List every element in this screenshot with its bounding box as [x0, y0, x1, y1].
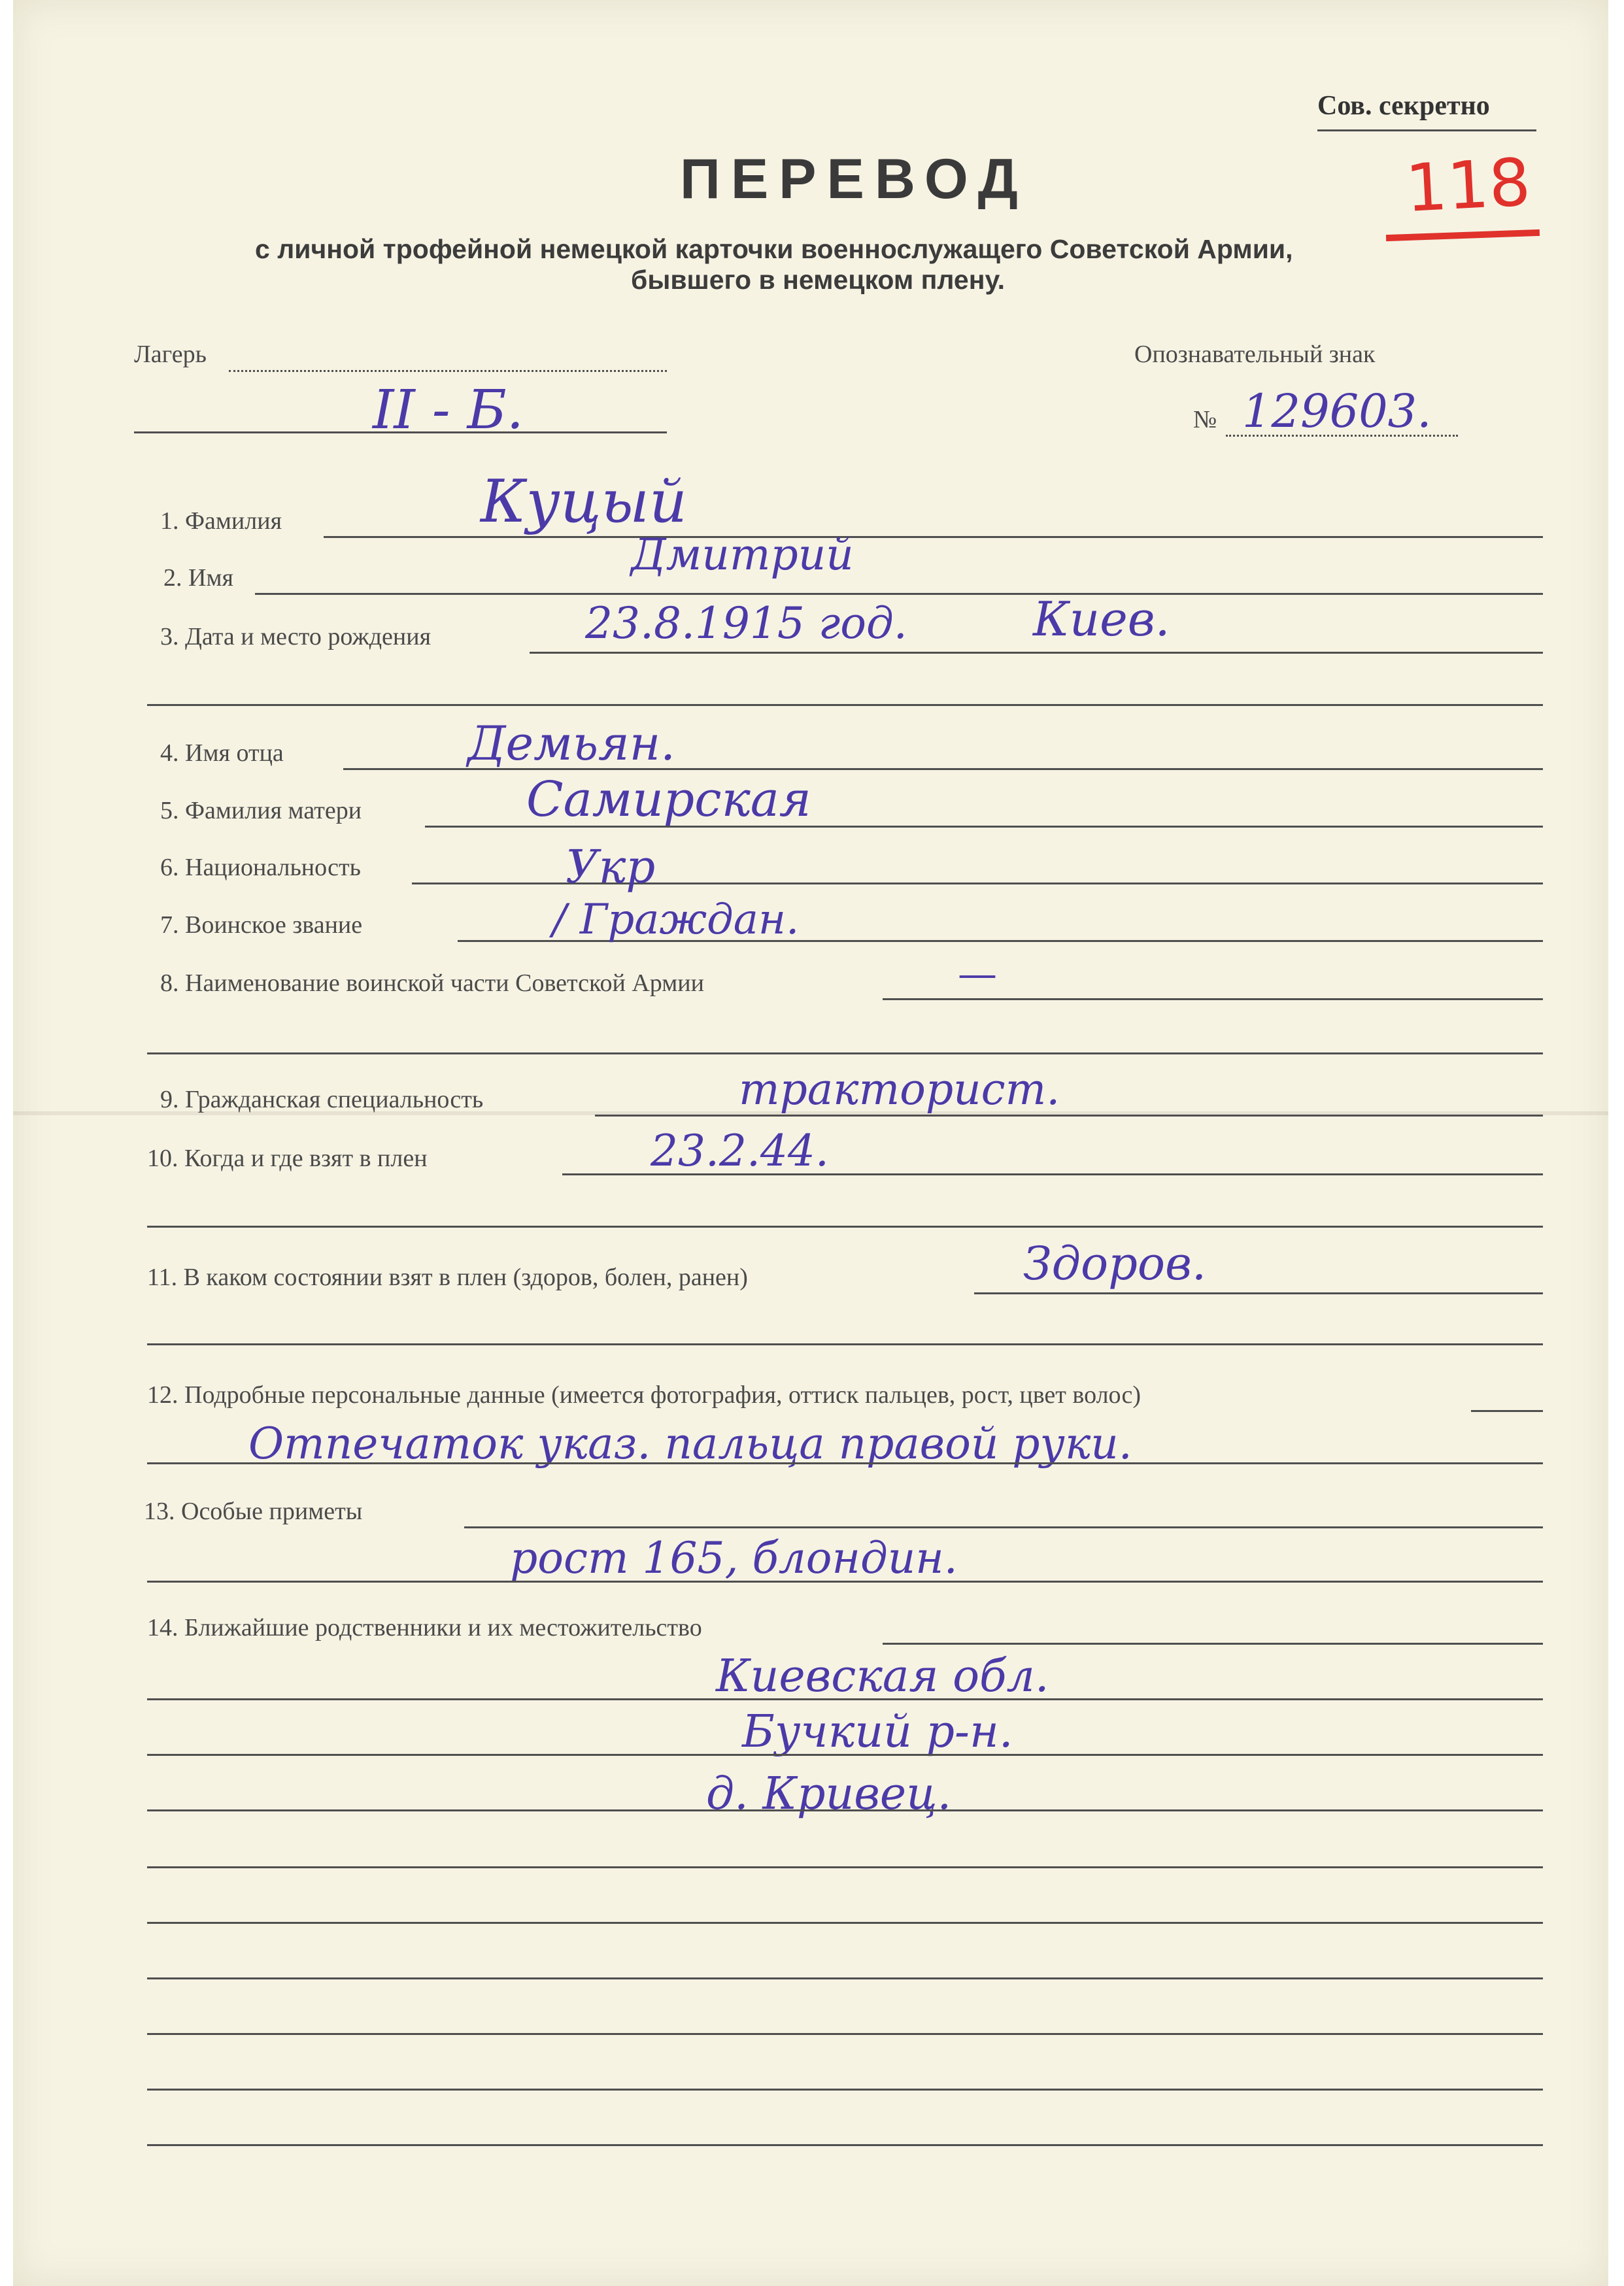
tag-line: [1226, 435, 1458, 437]
field-5-label: 5. Фамилия матери: [160, 797, 362, 824]
field-12-value: Отпечаток указ. пальца правой руки.: [248, 1419, 1132, 1469]
camp-value: II - Б.: [373, 379, 524, 441]
field-3-value: 23.8.1915 год.: [585, 598, 907, 648]
field-12-label: 12. Подробные персональные данные (имеется фотография, оттиск пальцев, рост, цвет волос): [147, 1381, 1141, 1409]
field-13-line-2: [147, 1581, 1543, 1583]
field-6-label: 6. Национальность: [160, 854, 361, 881]
field-11-label: 11. В каком состоянии взят в плен (здоров, болен, ранен): [147, 1264, 748, 1291]
blank-line: [147, 1866, 1543, 1868]
tag-label: Опознавательный знак: [1134, 341, 1376, 368]
document-subtitle-1: с личной трофейной немецкой карточки военнослужащего Советской Армии,: [255, 234, 1293, 264]
camp-line: [229, 370, 667, 372]
field-14-value-line-1: Киевская обл.: [716, 1651, 1049, 1702]
field-14-label: 14. Ближайшие родственники и их местожительство: [147, 1614, 702, 1641]
field-8-value: —: [958, 951, 997, 997]
field-12-line: [1471, 1410, 1543, 1412]
field-6-value: Укр: [566, 840, 656, 894]
field-14-line-4: [147, 1809, 1543, 1811]
field-10-value: 23.2.44.: [651, 1126, 829, 1176]
field-13-line: [464, 1526, 1543, 1528]
camp-label: Лагерь: [134, 341, 207, 368]
field-8-label: 8. Наименование воинской части Советской Армии: [160, 969, 704, 997]
camp-line-2: [134, 431, 667, 433]
classification-underline: [1317, 129, 1536, 131]
field-14-line: [883, 1643, 1543, 1645]
tag-value: 129603.: [1242, 384, 1432, 438]
field-2-value: Дмитрий: [631, 529, 854, 580]
field-14-value-line-2: Бучкий р-н.: [742, 1706, 1013, 1758]
field-8-line: [883, 998, 1543, 1000]
tag-prefix: №: [1193, 406, 1217, 433]
classification-stamp: Сов. секретно: [1317, 91, 1490, 121]
field-3-line: [530, 652, 1543, 654]
field-14-line-3: [147, 1754, 1543, 1756]
blank-line: [147, 1977, 1543, 1979]
field-10-label: 10. Когда и где взят в плен: [147, 1145, 428, 1172]
blank-line: [147, 2033, 1543, 2035]
field-3-label: 3. Дата и место рождения: [160, 623, 431, 650]
document-title: ПЕРЕВОД: [680, 148, 1028, 210]
field-14-value-line-3: д. Кривец.: [706, 1768, 952, 1820]
field-1-line: [324, 536, 1543, 538]
field-11-value: Здоров.: [1023, 1237, 1207, 1290]
document-sheet: [13, 0, 1608, 2286]
field-12-line-2: [147, 1462, 1543, 1464]
field-7-label: 7. Воинское звание: [160, 911, 363, 939]
field-14-line-2: [147, 1698, 1543, 1700]
field-3-line-2: [147, 704, 1543, 706]
number-underline: [1386, 229, 1540, 241]
field-3-value-place: Киев.: [1033, 592, 1170, 647]
document-number: 118: [1404, 144, 1532, 227]
field-9-label: 9. Гражданская специальность: [160, 1086, 484, 1113]
field-11-line-2: [147, 1343, 1543, 1345]
field-2-label: 2. Имя: [163, 564, 233, 592]
field-9-value: тракторист.: [739, 1064, 1060, 1115]
field-5-value: Самирская: [526, 771, 811, 828]
field-8-line-2: [147, 1052, 1543, 1054]
field-1-value: Куцый: [481, 467, 687, 536]
field-4-label: 4. Имя отца: [160, 739, 284, 767]
blank-line: [147, 2089, 1543, 2091]
document-subtitle-2: бывшего в немецком плену.: [631, 265, 1006, 295]
field-11-line: [974, 1292, 1543, 1294]
field-9-line: [595, 1115, 1543, 1117]
field-4-value: Демьян.: [467, 716, 676, 771]
field-7-value: / Граждан.: [552, 896, 800, 944]
field-1-label: 1. Фамилия: [160, 507, 282, 535]
field-2-line: [255, 593, 1543, 595]
field-10-line-2: [147, 1226, 1543, 1228]
blank-line: [147, 2144, 1543, 2146]
field-13-value: рост 165, блондин.: [510, 1533, 958, 1583]
field-13-label: 13. Особые приметы: [144, 1498, 363, 1525]
blank-line: [147, 1922, 1543, 1924]
